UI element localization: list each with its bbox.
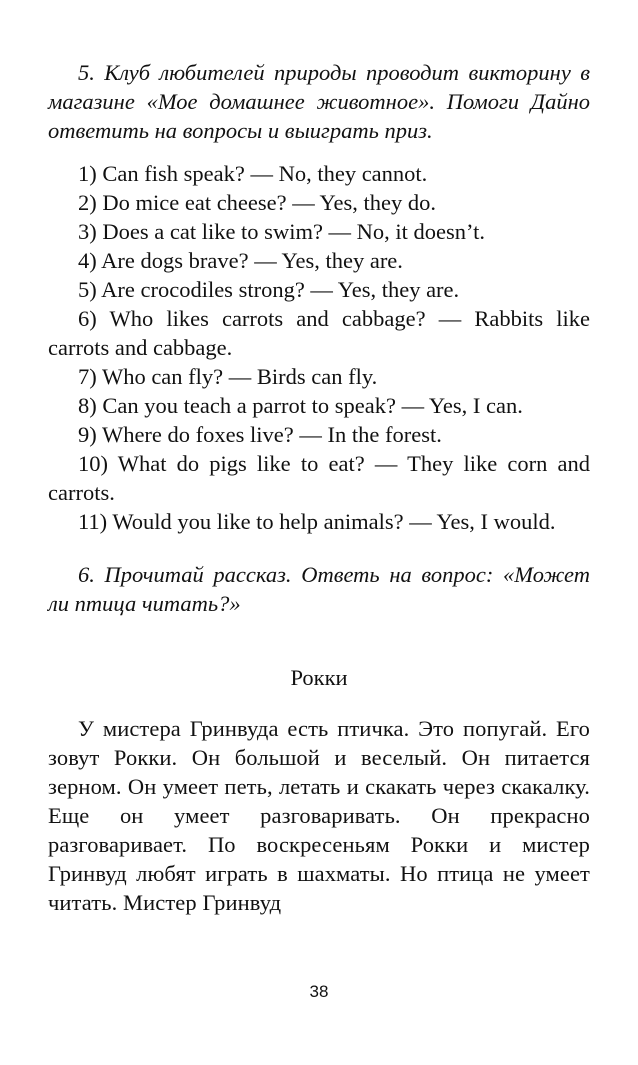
answer-4: 4) Are dogs brave? — Yes, they are. [78, 248, 403, 273]
answer-10: 10) What do pigs like to eat? — They like corn and carrots. [48, 451, 590, 505]
answers-list [48, 159, 590, 536]
answer-9: 9) Where do foxes live? — In the forest. [78, 422, 442, 447]
task-5-instruction: 5. Клуб любителей природы проводит викторину в магазине «Мое домашнее животное». Помоги Дайно ответить на вопросы и выиграть приз. [48, 60, 590, 143]
answer-5: 5) Are crocodiles strong? — Yes, they are. [78, 277, 460, 302]
page-content [48, 58, 590, 917]
answer-6: 6) Who likes carrots and cabbage? — Rabbits like carrots and cabbage. [48, 306, 590, 360]
page-number: 38 [309, 982, 329, 1001]
answer-11: 11) Would you like to help animals? — Yes, I would. [78, 509, 556, 534]
answer-3: 3) Does a cat like to swim? — No, it doesn’t. [78, 219, 486, 244]
answer-2: 2) Do mice eat cheese? — Yes, they do. [78, 190, 437, 215]
answer-7: 7) Who can fly? — Birds can fly. [78, 364, 378, 389]
story-text: У мистера Гринвуда есть птичка. Это попугай. Его зовут Рокки. Он большой и веселый. Он питается зерном. Он умеет петь, летать и скакать через скакалку. Еще он умеет разговаривать. Он прекрасно разговаривает. По воскресеньям Рокки и мистер Гринвуд любят играть в шахматы. Но птица не умеет читать. Мистер Гринвуд [48, 716, 590, 915]
story-title: Рокки [290, 665, 348, 690]
answer-1: 1) Can fish speak? — No, they cannot. [78, 161, 428, 186]
task-6-instruction: 6. Прочитай рассказ. Ответь на вопрос: «Может ли птица читать?» [48, 562, 590, 616]
answer-8: 8) Can you teach a parrot to speak? — Yes, I can. [78, 393, 523, 418]
